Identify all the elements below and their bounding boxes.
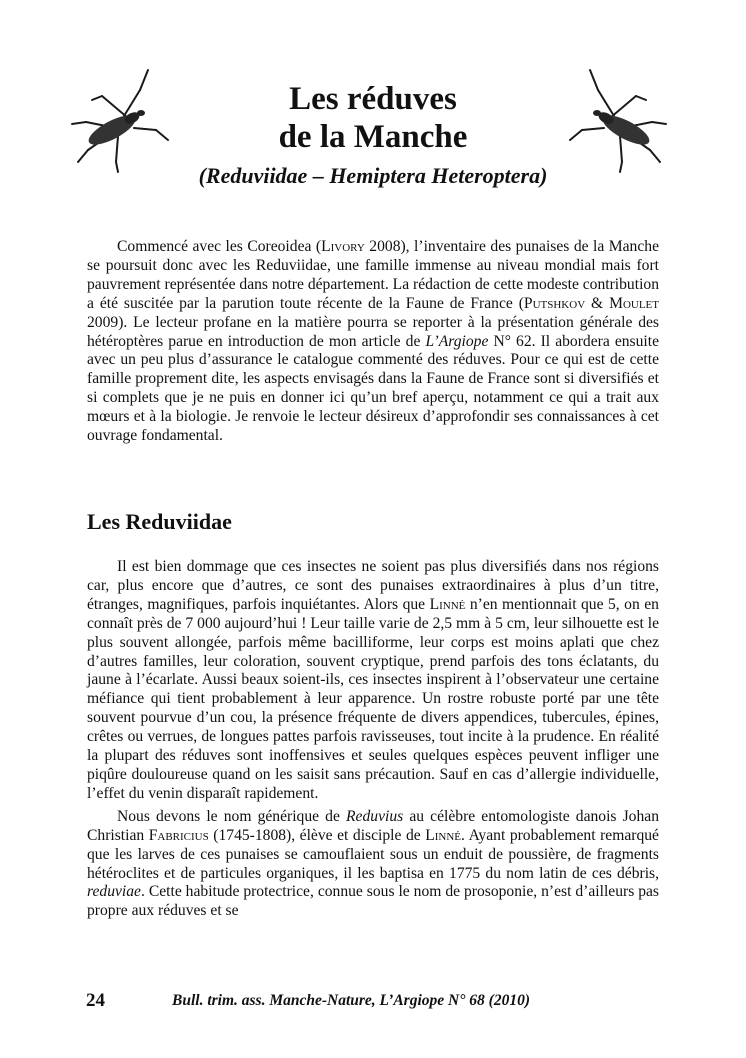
page-subtitle: (Reduviidae – Hemiptera Heteroptera) xyxy=(198,163,548,188)
body-paragraph: Il est bien dommage que ces insectes ne soient pas plus diversifiés dans nos régions car, plus encore que d’autres, ce sont des punaises extraordinaires à plus d’un titre, étranges, magnifiques, parfois inquiétantes. Alors que Linné n’en mentionnait que 5, on en connaît près de 7 000 aujourd’hui ! Leur taille varie de 2,5 mm à 5 cm, leur silhouette est le plus souvent allongée, parfois même bacilliforme, leur corps est moins aplati que chez d’autres familles, leur coloration, souvent cryptique, prend parfois des tons éclatants, du jaune à l’écarlate. Aussi beaux soient-ils, ces insectes inspirent à l’observateur une certaine méfiance qui tient probablement à leur apparence. Un rostre robuste porté par une tête souvent pourvue d’un cou, la présence fréquente de divers appendices, tubercules, épines, crêtes ou verrues, de longues pattes parfois ravisseuses, tout incite à la prudence. En réalité la plupart des réduves sont inoffensives et seules quelques espèces peuvent infliger une piqûre douloureuse quand on les saisit sans précaution. Sauf en cas d’allergie individuelle, l’effet du venin disparaît rapidement. xyxy=(87,558,659,802)
journal-reference: L’Argiope xyxy=(425,332,489,350)
intro-paragraph: Commencé avec les Coreoidea (Livory 2008), l’inventaire des punaises de la Manche se poursuit donc avec les Reduviidae, une famille immense au niveau mondial mais fort pauvrement représentée dans notre département. La rédaction de cette modeste contribution a été suscitée par la parution toute récente de la Faune de France (Putshkov & Moulet 2009). Le lecteur profane en la matière pourra se reporter à la présentation générale des hétéroptères parue en introduction de mon article de L’Argiope N° 62. Il abordera ensuite avec un peu plus d’assurance le catalogue commenté des réduves. Pour ce qui est de cette famille proprement dite, les aspects envisagés dans la Faune de France sont si diversifiés et si complets que je ne puis en donner ici qu’un bref aperçu, notamment ce qui a trait aux mœurs et à la biologie. Je renvoie le lecteur désireux d’approfondir ses connaissances à cet ouvrage fondamental. xyxy=(87,238,659,445)
page-number: 24 xyxy=(86,990,105,1011)
author-name: Putshkov xyxy=(523,294,586,312)
page-title xyxy=(0,80,746,156)
reduviidae-section xyxy=(87,558,659,921)
author-name: Livory xyxy=(321,238,365,255)
author-name: Moulet xyxy=(609,294,659,312)
author-name: Linné xyxy=(425,826,462,844)
section-heading: Les Reduviidae xyxy=(87,509,232,534)
author-name: Linné xyxy=(429,595,466,613)
intro-section xyxy=(87,238,659,446)
genus-name: Reduvius xyxy=(346,807,404,825)
journal-footer: Bull. trim. ass. Manche-Nature, L’Argiope N° 68 (2010) xyxy=(172,992,530,1009)
title-line-2: de la Manche xyxy=(278,119,468,155)
title-line-1: Les réduves xyxy=(289,81,457,117)
body-paragraph: Nous devons le nom générique de Reduvius au célèbre entomologiste danois Johan Christian Fabricius (1745-1808), élève et disciple de Linné. Ayant probablement remarqué que les larves de ces punaises se camouflaient sous un enduit de poussière, de fragments hétéroclites et de particules organiques, il les baptisa en 1775 du nom latin de ces débris, reduviae. Cette habitude protectrice, connue sous le nom de prosoponie, n’est d’ailleurs pas propre aux réduves et se xyxy=(87,807,659,920)
author-name: Fabricius xyxy=(148,826,209,844)
latin-term: reduviae xyxy=(87,883,141,901)
